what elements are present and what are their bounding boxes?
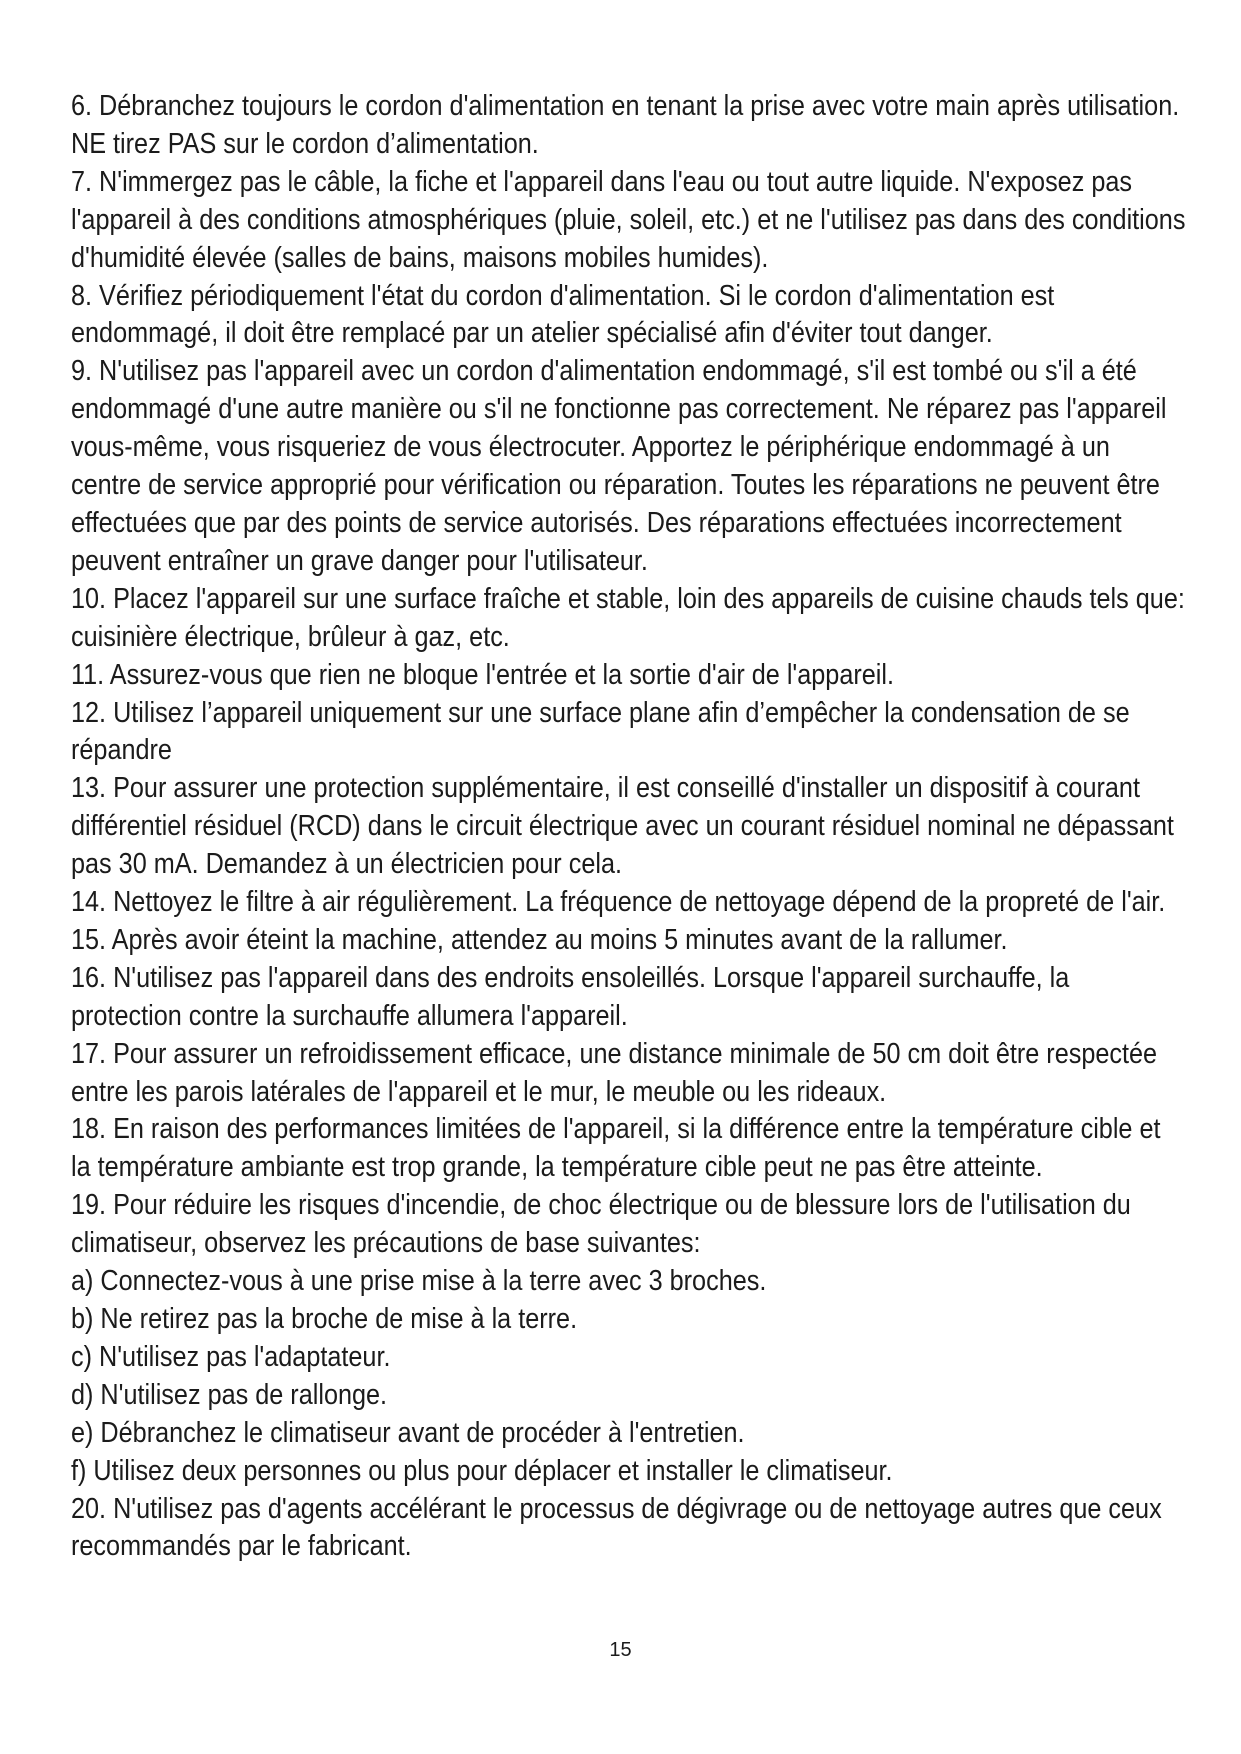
paragraph-12: 12. Utilisez l’appareil uniquement sur une surface plane afin d’empêcher la condensation de se répandre	[71, 696, 1130, 767]
list-item-b: b) Ne retirez pas la broche de mise à la terre.	[71, 1303, 578, 1335]
document-body	[71, 88, 1186, 1566]
paragraph-6: 6. Débranchez toujours le cordon d'alimentation en tenant la prise avec votre main après utilisation. NE tirez PAS sur le cordon d’alimentation.	[71, 90, 1180, 160]
list-item-c: c) N'utilisez pas l'adaptateur.	[71, 1340, 391, 1373]
paragraph-10: 10. Placez l'appareil sur une surface fraîche et stable, loin des appareils de cuisine chauds tels que: cuisinière électrique, brûleur à gaz, etc.	[71, 582, 1185, 653]
list-item-a: a) Connectez-vous à une prise mise à la terre avec 3 broches.	[71, 1265, 767, 1298]
paragraph-8: 8. Vérifiez périodiquement l'état du cordon d'alimentation. Si le cordon d'alimentation est endommagé, il doit être remplacé par un atelier spécialisé afin d'éviter tout danger.	[71, 279, 1055, 350]
page-number: 15	[609, 1639, 632, 1661]
paragraph-18: 18. En raison des performances limitées de l'appareil, si la différence entre la température cible et la température ambiante est trop grande, la température cible peut ne pas être atteinte.	[71, 1113, 1161, 1184]
paragraph-16: 16. N'utilisez pas l'appareil dans des endroits ensoleillés. Lorsque l'appareil surchauffe, la protection contre la surchauffe allumera l'appareil.	[71, 961, 1070, 1032]
paragraph-13: 13. Pour assurer une protection supplémentaire, il est conseillé d'installer un dispositif à courant différentiel résiduel (RCD) dans le circuit électrique avec un courant résiduel nominal ne dépassant pas 30 mA. Demandez à un électricien pour cela.	[71, 772, 1174, 881]
paragraph-7: 7. N'immergez pas le câble, la fiche et l'appareil dans l'eau ou tout autre liquide. N'exposez pas l'appareil à des conditions atmosphériques (pluie, soleil, etc.) et ne l'utilisez pas dans des conditions d'humidité élevée (salles de bains, maisons mobiles humides).	[71, 165, 1186, 274]
paragraph-15: 15. Après avoir éteint la machine, attendez au moins 5 minutes avant de la rallumer.	[71, 923, 1008, 956]
paragraph-17: 17. Pour assurer un refroidissement efficace, une distance minimale de 50 cm doit être respectée entre les parois latérales de l'appareil et le mur, le meuble ou les rideaux.	[71, 1037, 1158, 1108]
list-item-e: e) Débranchez le climatiseur avant de procéder à l'entretien.	[71, 1416, 745, 1449]
paragraph-14: 14. Nettoyez le filtre à air régulièrement. La fréquence de nettoyage dépend de la propreté de l'air.	[71, 886, 1166, 919]
paragraph-19: 19. Pour réduire les risques d'incendie, de choc électrique ou de blessure lors de l'utilisation du climatiseur, observez les précautions de base suivantes:	[71, 1189, 1131, 1260]
paragraph-20: 20. N'utilisez pas d'agents accélérant le processus de dégivrage ou de nettoyage autres que ceux recommandés par le fabricant.	[71, 1492, 1162, 1563]
paragraph-11: 11. Assurez-vous que rien ne bloque l'entrée et la sortie d'air de l'appareil.	[71, 658, 895, 691]
list-item-f: f) Utilisez deux personnes ou plus pour déplacer et installer le climatiseur.	[71, 1454, 893, 1487]
list-item-d: d) N'utilisez pas de rallonge.	[71, 1378, 388, 1411]
paragraph-9: 9. N'utilisez pas l'appareil avec un cordon d'alimentation endommagé, s'il est tombé ou s'il a été endommagé d'une autre manière ou s'il ne fonctionne pas correctement. Ne réparez pas l'appareil vous-même, vous risqueriez de vous électrocuter. Apportez le périphérique endommagé à un centre de service approprié pour vérification ou réparation. Toutes les réparations ne peuvent être effectuées que par des points de service autorisés. Des réparations effectuées incorrectement peuvent entraîner un grave danger pour l'utilisateur.	[71, 355, 1167, 577]
